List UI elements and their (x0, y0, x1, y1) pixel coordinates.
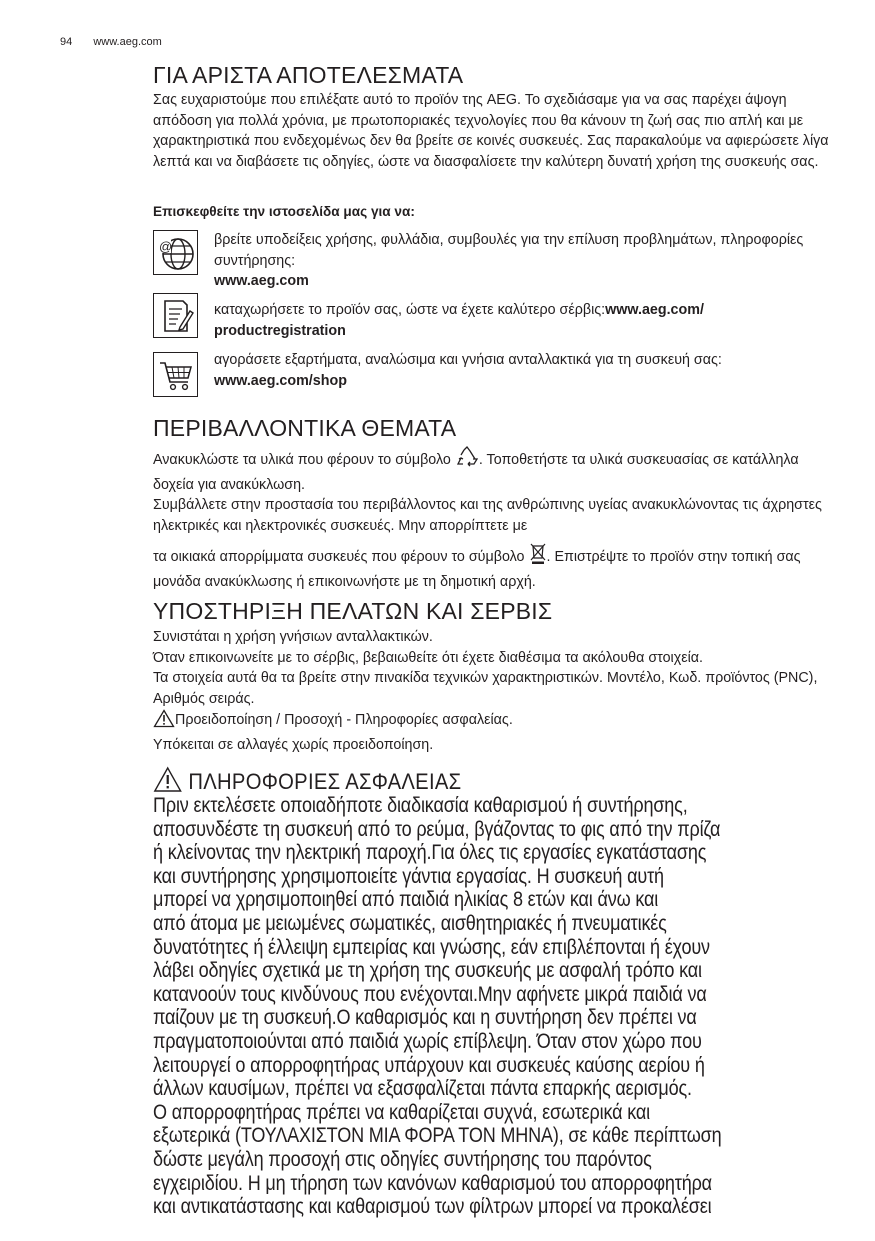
support-text (153, 627, 833, 756)
registration-form-icon (153, 293, 198, 338)
support-line: Τα στοιχεία αυτά θα τα βρείτε στην πινακίδα τεχνικών χαρακτηριστικών. Μοντέλο, Κωδ. προϊόντος (PNC), Αριθμός σειράς. (153, 670, 818, 707)
row-shop-link[interactable]: www.aeg.com/shop (214, 372, 347, 389)
row-support-link[interactable]: www.aeg.com (214, 273, 309, 290)
intro-title: ΓΙΑ ΑΡΙΣΤΑ ΑΠΟΤΕΛΕΣΜΑΤΑ (153, 62, 464, 88)
safety-line: παίζουν με τη συσκευή.Ο καθαρισμός και η συντήρηση δεν πρέπει να (153, 1006, 697, 1030)
safety-title: ΠΛΗΡΟΦΟΡΙΕΣ ΑΣΦΑΛΕΙΑΣ (188, 769, 462, 794)
safety-text (153, 794, 841, 1219)
safety-line: πραγματοποιούνται από παιδιά χωρίς επίβλεψη. Όταν στον χώρο που (153, 1029, 702, 1053)
safety-line: και συντήρησης χρησιμοποιείτε γάντια εργασίας. Η συσκευή αυτή (153, 864, 664, 888)
support-title: ΥΠΟΣΤΗΡΙΞΗ ΠΕΛΑΤΩΝ ΚΑΙ ΣΕΡΒΙΣ (153, 598, 553, 624)
safety-line: εγχειριδίου. Η μη τήρηση των κανόνων καθαρισμού του απορροφητήρα (153, 1171, 712, 1195)
recycle-icon (455, 446, 479, 475)
safety-line: λάβει οδηγίες σχετικά με τη χρήση της συσκευής με ασφαλή τρόπο και (153, 959, 702, 983)
row-registration-text: καταχωρήσετε το προϊόν σας, ώστε να έχετε καλύτερο σέρβις: (214, 302, 606, 318)
page-number: 94 (60, 36, 73, 48)
warning-icon (153, 709, 175, 735)
row-support (214, 230, 834, 292)
safety-line: δώστε μεγάλη προσοχή στις οδηγίες συντήρησης του παρόντος (153, 1147, 652, 1171)
warning-line: Προειδοποίηση / Προσοχή - Πληροφορίες ασφαλείας. (175, 712, 513, 729)
row-shop (214, 350, 834, 391)
support-last-line: Υπόκειται σε αλλαγές χωρίς προειδοποίηση. (153, 736, 434, 753)
safety-line: κατανοούν τους κινδύνους που ενέχονται.Μην αφήνετε μικρά παιδιά να (153, 982, 707, 1006)
page-header (60, 36, 180, 48)
safety-line: ή κλείνοντας την ηλεκτρική παροχή.Για όλες τις εργασίες εγκατάστασης (153, 841, 707, 865)
env-line1-a: Ανακυκλώστε τα υλικά που φέρουν το σύμβολο (153, 452, 451, 468)
env-line1-b: . Τοποθετήστε τα υλικά συσκευασίας σε κατάλληλα δοχεία για ανακύκλωση. (153, 452, 799, 493)
safety-line: άλλων καυσίμων, πρέπει να εξασφαλίζεται πάντα επαρκής αερισμός. (153, 1077, 692, 1101)
safety-line: μπορεί να χρησιμοποιηθεί από παιδιά ηλικίας 8 ετών και άνω και (153, 888, 659, 912)
support-line: Συνιστάται η χρήση γνήσιων ανταλλακτικών. (153, 629, 433, 645)
site-url[interactable]: www.aeg.com (93, 36, 162, 48)
safety-line: Ο απορροφητήρας πρέπει να καθαρίζεται συχνά, εσωτερικά και (153, 1100, 650, 1124)
row-support-text: βρείτε υποδείξεις χρήσης, φυλλάδια, συμβουλές για την επίλυση προβλημάτων, πληροφορίες συντήρησης: (214, 232, 804, 269)
safety-line: Πριν εκτελέσετε οποιαδήποτε διαδικασία καθαρισμού ή συντήρησης, (153, 794, 688, 817)
globe-icon (153, 230, 198, 275)
safety-line: εξωτερικά (ΤΟΥΛΑΧΙΣΤΟΝ ΜΙΑ ΦΟΡΑ ΤΟΝ ΜΗΝΑ), σε κάθε περίπτωση (153, 1124, 722, 1148)
env-line3-b: . Επιστρέψτε το προϊόν στην τοπική σας μονάδα ανακύκλωσης ή επικοινωνήστε με τη δημοτική αρχή. (153, 549, 801, 590)
crossed-bin-icon (529, 543, 547, 572)
safety-line: από άτομα με μειωμένες σωματικές, αισθητηριακές ή πνευματικές (153, 911, 667, 935)
intro-text: Σας ευχαριστούμε που επιλέξατε αυτό το προϊόν της AEG. Το σχεδιάσαμε για να σας παρέχει άψογη απόδοση για πολλά χρόνια, με πρωτοποριακές τεχνολογίες που θα κάνουν τη ζωή σας πιο απλή και με χαρακτηριστικά που ενδεχομένως δεν θα βρείτε σε κοινές συσκευές. Σας παρακαλούμε να αφιερώσετε λίγα λεπτά και να διαβάσετε τις οδηγίες, ώστε να διασφαλίσετε την καλύτερη δυνατή χρήση της συσκευής σας. (153, 92, 829, 170)
safety-line: δυνατότητες ή έλλειψη εμπειρίας και γνώσης, εάν επιβλέπονται ή έχουν (153, 935, 710, 959)
row-registration-link[interactable]: www.aeg.com/ productregistration (214, 302, 704, 339)
shopping-cart-icon (153, 352, 198, 397)
support-line: Όταν επικοινωνείτε με το σέρβις, βεβαιωθείτε ότι έχετε διαθέσιμα τα ακόλουθα στοιχεία. (153, 649, 704, 666)
environment-title: ΠΕΡΙΒΑΛΛΟΝΤΙΚΑ ΘΕΜΑΤΑ (153, 415, 457, 441)
safety-line: αποσυνδέστε τη συσκευή από το ρεύμα, βγάζοντας το φις από την πρίζα (153, 817, 721, 841)
env-line3-a: τα οικιακά απορρίμματα συσκευές που φέρουν το σύμβολο (153, 549, 525, 566)
environment-text (153, 446, 833, 593)
svg-text:@: @ (158, 238, 172, 254)
safety-line: και αντικατάστασης και καθαρισμού των φίλτρων μπορεί να προκαλέσει (153, 1195, 712, 1219)
row-registration (214, 300, 834, 341)
env-line2: Συμβάλλετε στην προστασία του περιβάλλοντος και της ανθρώπινης υγείας ανακυκλώνοντας τις άχρηστες ηλεκτρικές και ηλεκτρονικές συσκευές. Μην απορρίπτετε με (153, 497, 822, 534)
safety-line: λειτουργεί ο απορροφητήρας υπάρχουν και συσκευές καύσης αερίου ή (153, 1053, 705, 1077)
visit-heading: Επισκεφθείτε την ιστοσελίδα μας για να: (153, 204, 415, 219)
row-shop-text: αγοράσετε εξαρτήματα, αναλώσιμα και γνήσια ανταλλακτικά για τη συσκευή σας: (214, 352, 722, 368)
